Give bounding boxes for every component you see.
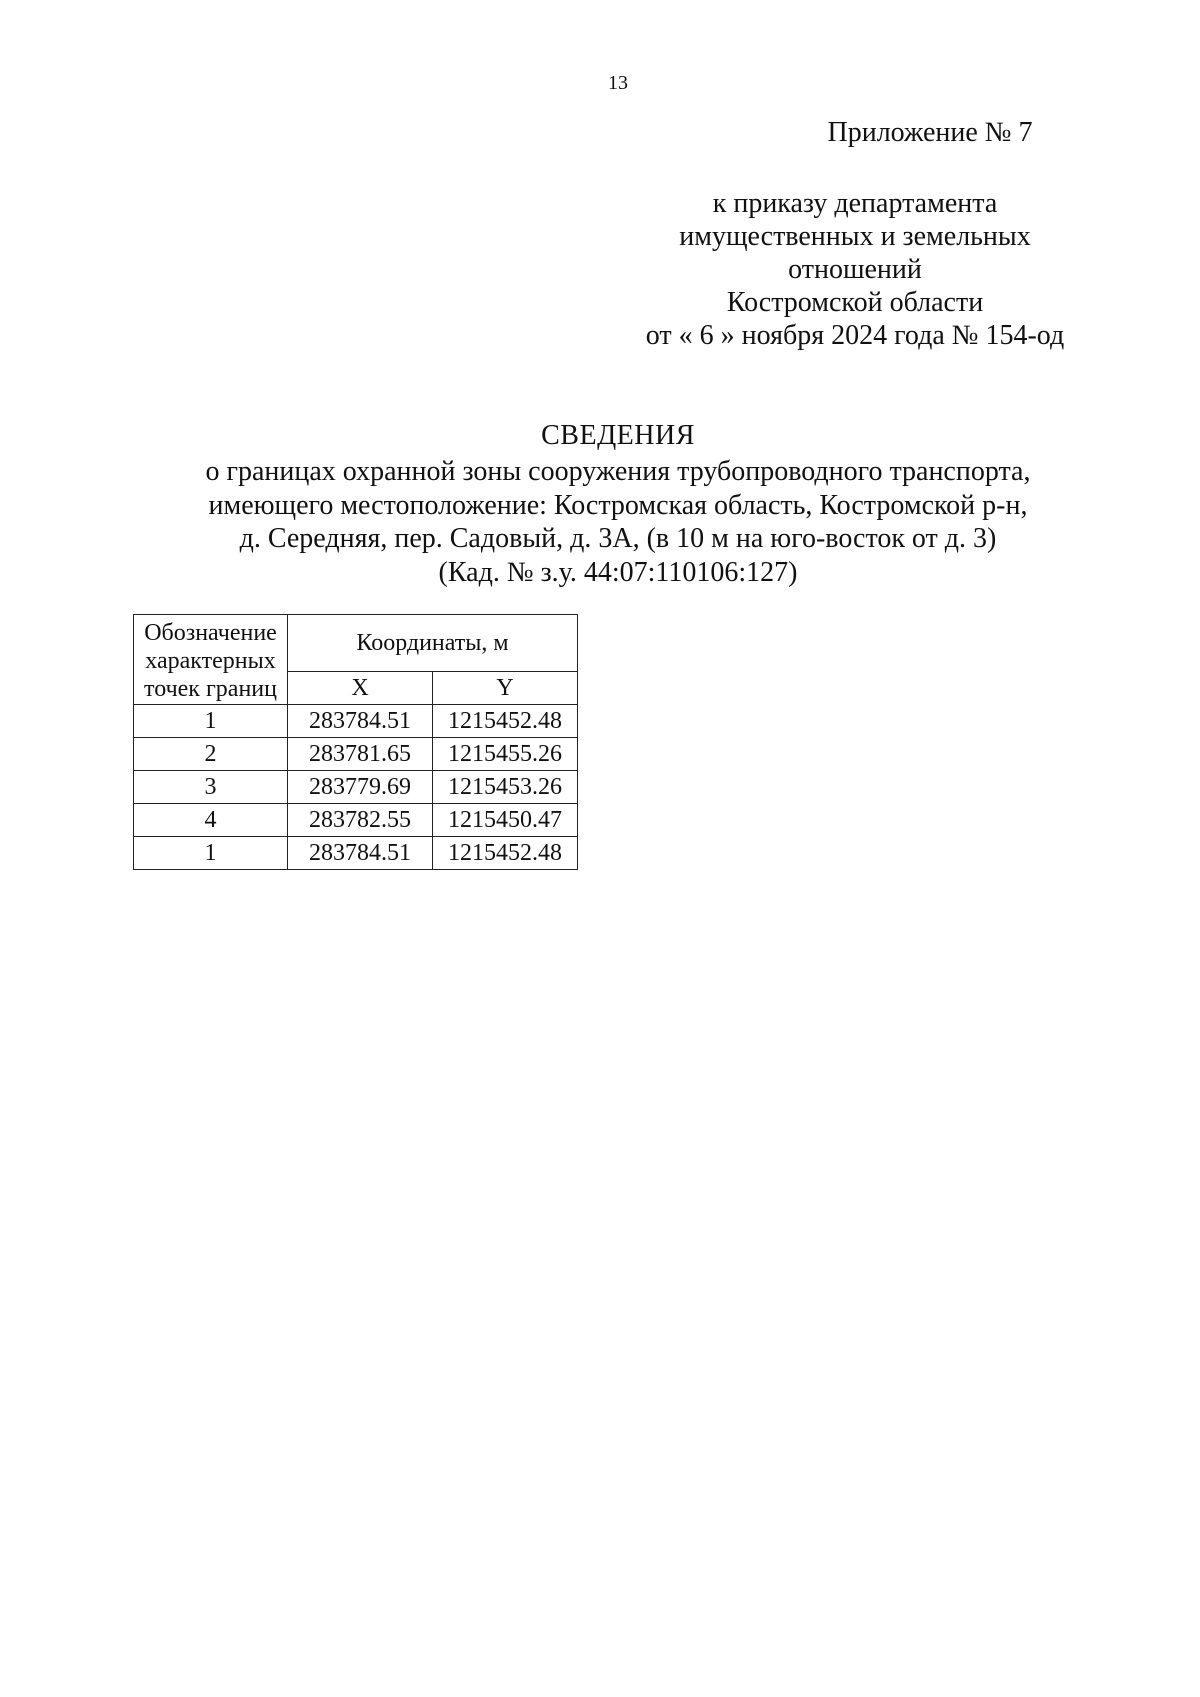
cadastral-number: (Кад. № з.у. 44:07:110106:127) bbox=[438, 556, 798, 588]
y-header: Y bbox=[433, 672, 578, 705]
x-cell: 283784.51 bbox=[288, 705, 433, 738]
table-header-row bbox=[134, 615, 578, 672]
document-subtitle bbox=[0, 455, 1200, 589]
point-label-header: Обозначение характерных точек границ bbox=[134, 615, 288, 705]
y-cell: 1215452.48 bbox=[433, 705, 578, 738]
order-reference bbox=[520, 187, 1190, 352]
order-date-number: от « 6 » ноября 2024 года № 154-од bbox=[645, 320, 1065, 351]
table-row bbox=[134, 705, 578, 738]
subtitle-line: о границах охранной зоны сооружения трубопроводного транспорта, bbox=[205, 456, 1031, 487]
page-number: 13 bbox=[608, 72, 628, 94]
coordinates-table bbox=[133, 614, 578, 870]
x-header: X bbox=[288, 672, 433, 705]
table-row bbox=[134, 738, 578, 771]
y-cell: 1215452.48 bbox=[433, 837, 578, 870]
y-cell: 1215450.47 bbox=[433, 804, 578, 837]
point-cell: 1 bbox=[134, 705, 288, 738]
point-cell: 2 bbox=[134, 738, 288, 771]
subtitle-line: имеющего местоположение: Костромская область, Костромской р-н, bbox=[208, 489, 1028, 521]
table-row bbox=[134, 804, 578, 837]
point-cell: 4 bbox=[134, 804, 288, 837]
order-line: имущественных и земельных bbox=[679, 221, 1031, 252]
subtitle-line: д. Середняя, пер. Садовый, д. 3А, (в 10 м на юго-восток от д. 3) bbox=[239, 523, 997, 554]
appendix-heading: Приложение № 7 bbox=[827, 117, 1033, 148]
y-cell: 1215455.26 bbox=[433, 738, 578, 771]
point-cell: 1 bbox=[134, 837, 288, 870]
x-cell: 283782.55 bbox=[288, 804, 433, 837]
document-title: СВЕДЕНИЯ bbox=[541, 420, 695, 451]
y-cell: 1215453.26 bbox=[433, 771, 578, 804]
x-cell: 283784.51 bbox=[288, 837, 433, 870]
order-line: к приказу департамента bbox=[712, 188, 998, 219]
order-line: Костромской области bbox=[726, 287, 984, 318]
x-cell: 283781.65 bbox=[288, 738, 433, 771]
x-cell: 283779.69 bbox=[288, 771, 433, 804]
order-line: отношений bbox=[788, 254, 922, 285]
coords-header: Координаты, м bbox=[288, 615, 578, 672]
table-row bbox=[134, 837, 578, 870]
table-row bbox=[134, 771, 578, 804]
point-cell: 3 bbox=[134, 771, 288, 804]
